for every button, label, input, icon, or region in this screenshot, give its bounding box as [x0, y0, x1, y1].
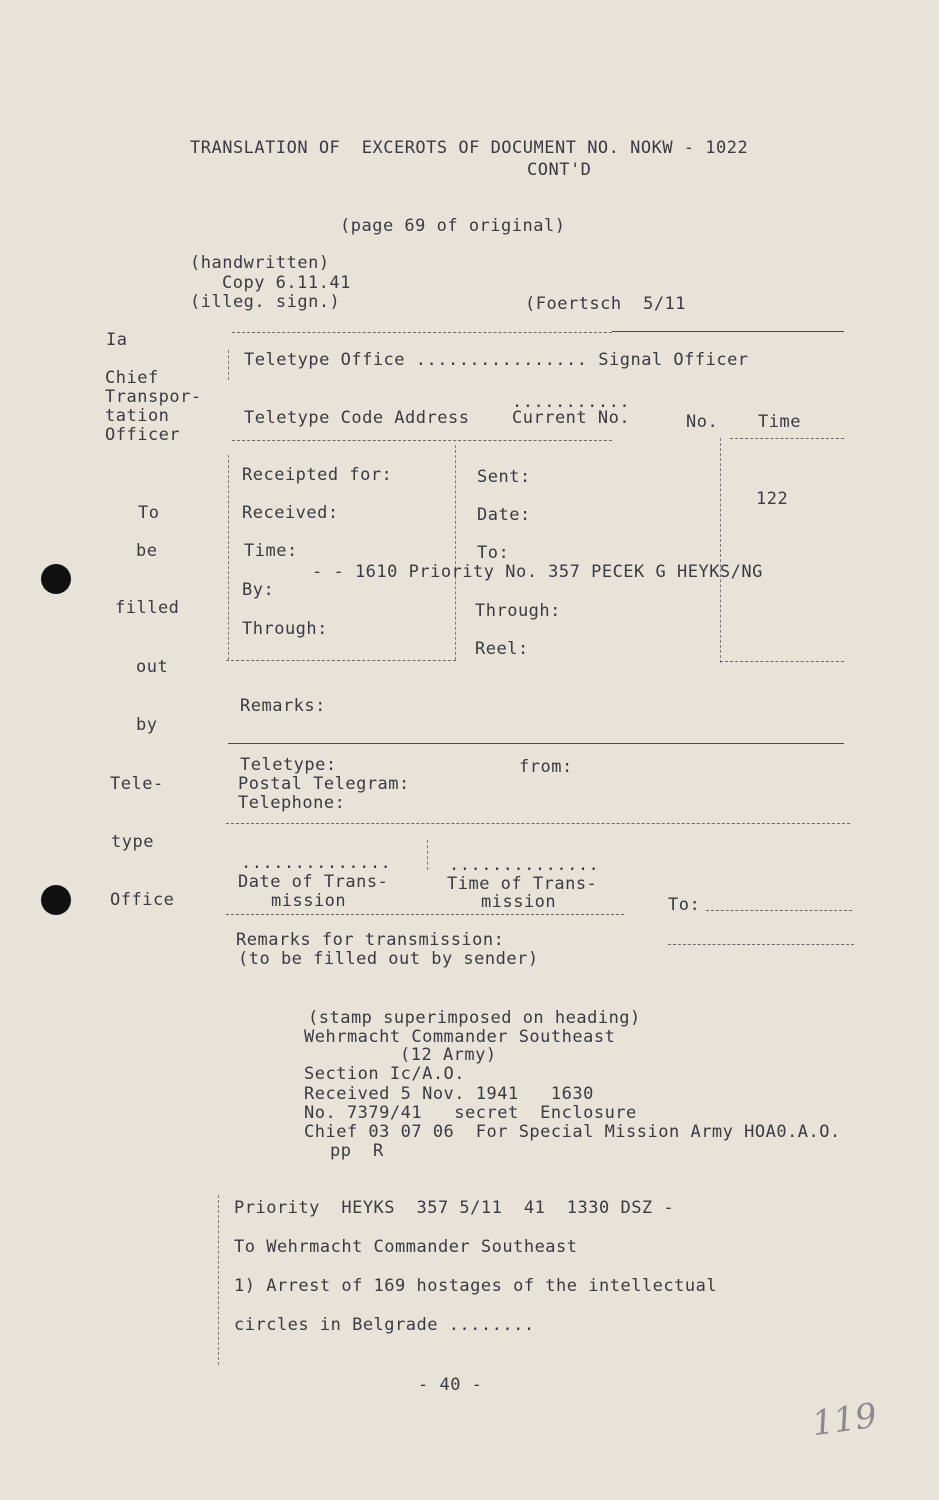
- margin-to: To: [138, 503, 160, 523]
- form-rule-2-right: [730, 438, 844, 439]
- remarks-label: Remarks:: [240, 696, 326, 716]
- received-label: Received:: [242, 503, 339, 523]
- punch-hole-lower: [41, 885, 71, 915]
- stamp-line-1: Wehrmacht Commander Southeast: [304, 1027, 616, 1047]
- through-left-label: Through:: [242, 619, 328, 639]
- form-divider-left: [228, 455, 229, 660]
- by-label: By:: [242, 580, 275, 600]
- form-rule-6: [226, 914, 624, 915]
- margin-officer: Officer: [105, 425, 181, 445]
- message-line-4: circles in Belgrade ........: [234, 1315, 535, 1335]
- form-divider-trans: [427, 840, 428, 870]
- handwritten-page-number: 119: [809, 1395, 880, 1445]
- form-rule-2: [232, 440, 612, 441]
- document-subtitle: CONT'D: [527, 160, 592, 180]
- punch-hole-upper: [41, 564, 71, 594]
- form-rule-3-right: [720, 661, 844, 662]
- dots-date-trans: ..............: [241, 853, 392, 873]
- to-label-2: To:: [668, 895, 701, 915]
- margin-type: type: [111, 832, 154, 852]
- from-label: from:: [519, 757, 573, 777]
- stamp-note: (stamp superimposed on heading): [308, 1008, 641, 1028]
- stamp-line-2: (12 Army): [400, 1045, 497, 1065]
- remarks-transmission-label: Remarks for transmission:: [236, 930, 505, 950]
- document-title: TRANSLATION OF EXCEROTS OF DOCUMENT NO. NOKW - 1022: [190, 138, 749, 158]
- margin-filled: filled: [115, 598, 180, 618]
- time-header-label: Time: [758, 412, 801, 432]
- date-of-trans-label-2: mission: [271, 891, 347, 911]
- form-rule-3-left: [226, 660, 456, 661]
- message-line-2: To Wehrmacht Commander Southeast: [234, 1237, 578, 1257]
- copy-date: Copy 6.11.41: [222, 273, 351, 293]
- form-remarks-underline: [668, 944, 854, 945]
- code-address-label: Teletype Code Address: [244, 408, 470, 428]
- time-value: 122: [756, 489, 789, 509]
- teletype-label: Teletype:: [240, 755, 337, 775]
- margin-be: be: [136, 541, 158, 561]
- margin-transpor: Transpor-: [105, 387, 202, 407]
- message-line-3: 1) Arrest of 169 hostages of the intellectual: [234, 1276, 718, 1296]
- margin-ia: Ia: [106, 330, 128, 350]
- stamp-line-3: Section Ic/A.O.: [304, 1064, 466, 1084]
- page-reference: (page 69 of original): [340, 216, 566, 236]
- form-divider-middle: [455, 445, 456, 660]
- form-top-rule-solid: [612, 331, 844, 332]
- form-divider-left-top: [228, 350, 229, 380]
- illegible-signature: (illeg. sign.): [190, 292, 341, 312]
- margin-tation: tation: [105, 406, 170, 426]
- stamp-line-4: Received 5 Nov. 1941 1630: [304, 1084, 594, 1104]
- form-top-rule-dashed: [232, 332, 612, 333]
- priority-entry: - - 1610 Priority No. 357 PECEK G HEYKS/NG: [312, 562, 763, 582]
- stamp-line-7: pp R: [330, 1141, 384, 1161]
- to-be-filled-note: (to be filled out by sender): [238, 949, 539, 969]
- date-label: Date:: [477, 505, 531, 525]
- margin-office: Office: [110, 890, 175, 910]
- date-of-trans-label: Date of Trans-: [238, 872, 389, 892]
- time-label: Time:: [244, 541, 298, 561]
- sent-label: Sent:: [477, 467, 531, 487]
- telephone-label: Telephone:: [238, 793, 346, 813]
- dots-time-trans: ..............: [449, 855, 600, 875]
- form-divider-time: [720, 438, 721, 663]
- handwritten-label: (handwritten): [190, 253, 330, 273]
- margin-chief: Chief: [105, 368, 159, 388]
- time-of-trans-label-2: mission: [481, 892, 557, 912]
- page-number: - 40 -: [418, 1375, 483, 1395]
- postal-telegram-label: Postal Telegram:: [238, 774, 410, 794]
- receipted-for-label: Receipted for:: [242, 465, 393, 485]
- message-line-1: Priority HEYKS 357 5/11 41 1330 DSZ -: [234, 1198, 675, 1218]
- foertsch-annotation: (Foertsch 5/11: [525, 294, 687, 314]
- to-label: To:: [477, 543, 510, 563]
- stamp-line-5: No. 7379/41 secret Enclosure: [304, 1103, 637, 1123]
- margin-tele: Tele-: [110, 774, 164, 794]
- no-label: No.: [686, 412, 719, 432]
- margin-out: out: [136, 657, 169, 677]
- time-of-trans-label: Time of Trans-: [447, 874, 598, 894]
- message-left-rule: [218, 1195, 219, 1365]
- through-right-label: Through:: [475, 601, 561, 621]
- dots-row: ...........: [512, 392, 631, 412]
- reel-label: Reel:: [475, 639, 529, 659]
- current-no-label: Current No.: [512, 408, 631, 428]
- form-rule-5: [226, 823, 850, 824]
- form-rule-4: [228, 743, 844, 744]
- form-to-underline: [706, 910, 852, 911]
- teletype-office-line: Teletype Office ................ Signal Officer: [244, 350, 749, 370]
- stamp-line-6: Chief 03 07 06 For Special Mission Army HOA0.A.O.: [304, 1122, 841, 1142]
- margin-by: by: [136, 715, 158, 735]
